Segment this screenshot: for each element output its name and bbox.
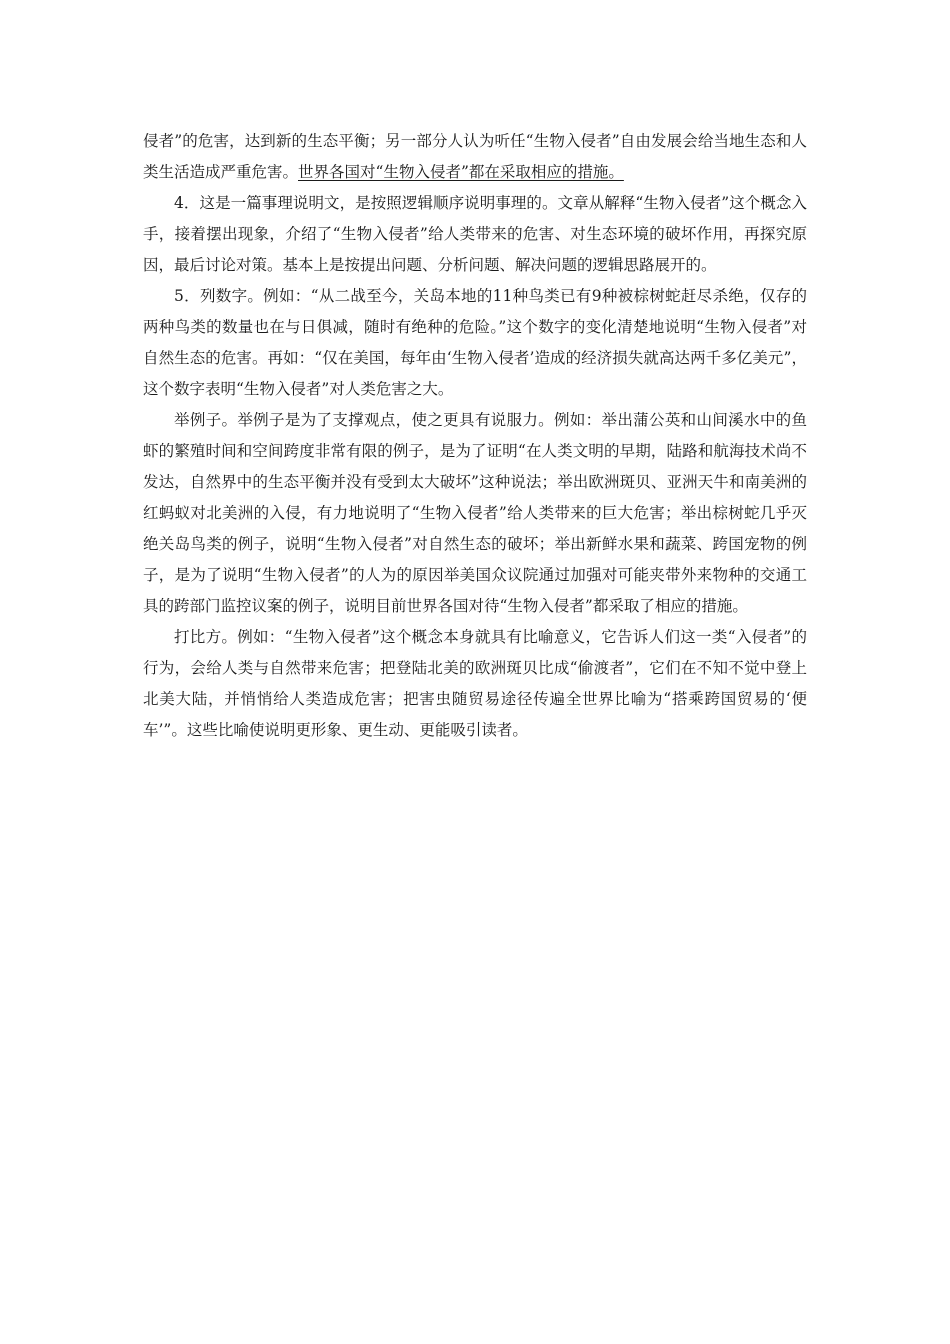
paragraph-answer-5: 5．列数字。例如：“从二战至今，关岛本地的11种鸟类已有9种被棕树蛇赶尽杀绝，仅存的两种鸟类的数量也在与日俱减，随时有绝种的危险。”这个数字的变化清楚地说明“生物入侵者”对自然生态的危害。再如：“仅在美国，每年由‘生物入侵者’造成的经济损失就高达两千多亿美元”，这个数字表明“生物入侵者”对人类危害之大。 (143, 287, 807, 398)
paragraph-answer-4: 4．这是一篇事理说明文，是按照逻辑顺序说明事理的。文章从解释“生物入侵者”这个概念入手，接着摆出现象，介绍了“生物入侵者”给人类带来的危害、对生态环境的破坏作用，再探究原因，最后讨论对策。基本上是按提出问题、分析问题、解决问题的逻辑思路展开的。 (143, 194, 807, 274)
paragraph-metaphor: 打比方。例如：“生物入侵者”这个概念本身就具有比喻意义，它告诉人们这一类“入侵者”的行为，会给人类与自然带来危害；把登陆北美的欧洲斑贝比成“偷渡者”，它们在不知不觉中登上北美大陆，并悄悄给人类造成危害；把害虫随贸易途径传遍全世界比喻为“搭乘跨国贸易的‘便车’”。这些比喻使说明更形象、更生动、更能吸引读者。 (143, 628, 807, 739)
paragraph-continuation (143, 126, 807, 188)
document-body (143, 126, 807, 746)
underlined-sentence: 世界各国对“生物入侵者”都在采取相应的措施。 (298, 163, 624, 181)
paragraph-examples: 举例子。举例子是为了支撑观点，使之更具有说服力。例如：举出蒲公英和山间溪水中的鱼虾的繁殖时间和空间跨度非常有限的例子，是为了证明“在人类文明的早期，陆路和航海技术尚不发达，自然界中的生态平衡并没有受到太大破坏”这种说法；举出欧洲斑贝、亚洲天牛和南美洲的红蚂蚁对北美洲的入侵，有力地说明了“生物入侵者”给人类带来的巨大危害；举出棕树蛇几乎灭绝关岛鸟类的例子，说明“生物入侵者”对自然生态的破坏；举出新鲜水果和蔬菜、跨国宠物的例子，是为了说明“生物入侵者”的人为的原因举美国众议院通过加强对可能夹带外来物种的交通工具的跨部门监控议案的例子，说明目前世界各国对待“生物入侵者”都采取了相应的措施。 (143, 411, 807, 615)
paragraph-text: 侵者”的危害，达到新的生态平衡；另一部分人认为听任“生物入侵者”自由发展会给当地生态和人类生活造成严重危害。 (143, 132, 807, 181)
